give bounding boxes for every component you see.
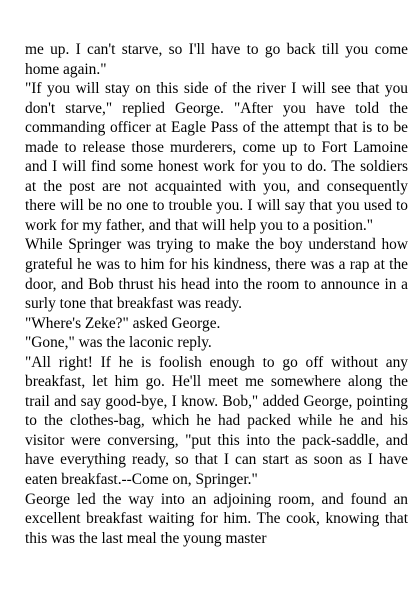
paragraph: me up. I can't starve, so I'll have to go back till you come home again." [25, 41, 408, 78]
paragraph: "If you will stay on this side of the river I will see that you don't starve," replied George. "After you have told the commanding officer at Eagle Pass of the attempt that is to be made to release those murderers, come up to Fort Lamoine and I will find some honest work for you to do. The soldiers at the post are not acquainted with you, and consequently there will be no one to trouble you. I will say that you used to work for my father, and that will help you to a position." [25, 80, 408, 234]
paragraph: "All right! If he is foolish enough to go off without any breakfast, let him go. He'll meet me somewhere along the trail and say good-bye, I know. Bob," added George, pointing to the clothes-bag, which he had packed while he and his visitor were conversing, "put this into the pack-saddle, and have everything ready, so that I can start as soon as I have eaten breakfast.--Come on, Springer." [25, 353, 408, 489]
paragraph: George led the way into an adjoining room, and found an excellent breakfast waiting for him. The cook, knowing that this was the last meal the young master [25, 490, 408, 547]
paragraph: "Where's Zeke?" asked George. [25, 314, 221, 332]
page-text [25, 40, 408, 548]
paragraph: "Gone," was the laconic reply. [25, 334, 212, 352]
paragraph: While Springer was trying to make the boy understand how grateful he was to him for his kindness, there was a rap at the door, and Bob thrust his head into the room to announce in a surly tone that breakfast was ready. [25, 236, 408, 313]
